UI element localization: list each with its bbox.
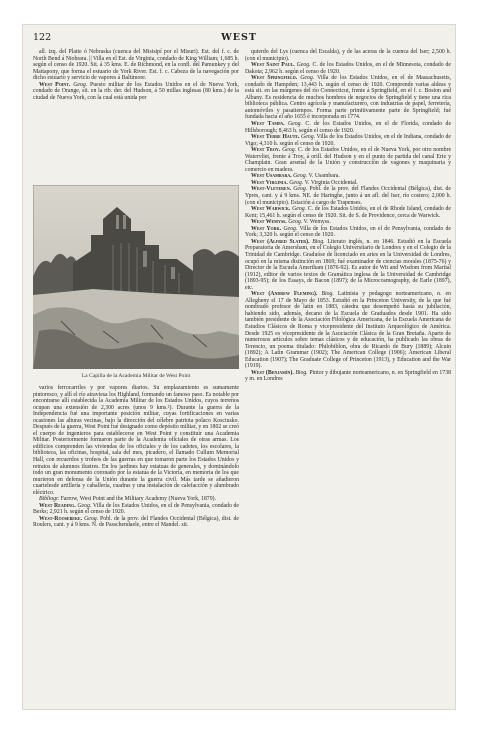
entry-text: C. de los Estados Unidos, en el de Minnesota, condado de Dakota; 2,962 h. según el censo de 1920. bbox=[245, 62, 451, 75]
entry-text: Farrow, West Point and the Military Academy (Nueva York, 1879). bbox=[59, 496, 216, 503]
entry-text: Pintor y dibujante norteamericano, n. en Springfield en 1738 y m. en Londres bbox=[245, 369, 452, 383]
entry-text: varios ferrocarriles y por vapores diarios. Su emplazamiento es sumamente pintoresco, y allí el río atraviesa los Highland, formando un famoso paso. Es notable por encontrarse allí establecida la Academia Militar de los Estados Unidos, cuyos terrenos ocupan una extensión de 2,300 acres (unos 9 kms.²). Durante la guerra de la Independencia fué una importante posición militar, cuyas fortificaciones en varias ocasiones las alturas vecinas, bajo la dirección del célebre patriota polaco Kosciusko. Después de la guerra, West Point fué designado como depósito militar, y en 1802 se creó el cuerpo de ingenieros para establecerse en West Point y constituir una Academia Militar. Posteriormente formaron parte de la Academia oficiales de otras armas. Los edificios comprenden las viviendas de los oficiales y de los cadetes, los escolares, la biblioteca, las oficinas, hospital, sala del mes, picadero, el llamado Cullum Memorial Hall, con recuerdos y trofeos de las guerras en que tomaron parte los Estados Unidos y retratos de alumnos ilustres. En los jardines hay estatuas de generales, y dominándolo todo un gran monumento coronado por la estatua de la Victoria, en memoria de los que murieron en defensa de la Unión durante la guerra civil. Más tarde se añadieron cuartelesde artillería y caballería, cuadras y una instalación de calefacción y alumbrado eléctrico. bbox=[33, 385, 239, 496]
page-number: 122 bbox=[33, 32, 52, 43]
entry-text: Villa de los Estados Unidos, en el de Massachusetts, condado de Hampden; 13,443 h. según el censo de 1920. Comprende varias aldeas y está sit. en las márgenes del río Connecticut, frente á Springfield, en el f. c. Boston and Albany. Es residencia de muchos hombres de negocios de Springfield y tiene una rica biblioteca pública. Centro agrícola y manufacturero, con industrias de papel, ferretería, automóviles y pasatiempos. Forma parte primitivamente parte de Springfield; fué fundada hacia el año 1655 é incorporada en 1774. bbox=[245, 75, 452, 121]
entry-paragraph bbox=[245, 49, 451, 62]
entry-paragraph bbox=[245, 291, 451, 370]
entry-text: quierdo del Lys (cuenca del Escalda), y de las aceras de la cuenca del Iser; 2,500 h. (con el municipio). bbox=[245, 49, 451, 62]
left-column-top bbox=[33, 49, 239, 101]
page-header bbox=[33, 32, 445, 44]
entry-headword: West York. bbox=[251, 225, 282, 232]
entry-paragraph bbox=[245, 121, 451, 134]
entry-headword: West-Vleteren. bbox=[251, 186, 292, 193]
entry-headword: West Virginia. bbox=[251, 179, 288, 186]
right-column bbox=[245, 49, 451, 383]
entry-headword: West Saint Paul. bbox=[251, 62, 295, 69]
entry-category: Geog. bbox=[288, 219, 303, 226]
entry-category: Geog. bbox=[77, 502, 92, 509]
entry-category: Geog. bbox=[289, 179, 304, 186]
entry-category: Geog. bbox=[301, 134, 316, 141]
entry-text: Villa de los Estados Unidos, en el de Pensylvania, condado de Berks; 2,921 h. según el censo de 1920. bbox=[33, 502, 239, 516]
entry-text: Villa de los Estados Unidos, en el de Pensylvania, condado de York; 3,320 h. según el censo de 1920. bbox=[245, 225, 451, 239]
entry-paragraph bbox=[245, 186, 451, 206]
entry-category: Biog. bbox=[312, 238, 325, 245]
entry-text: C. de los Estados Unidos, en el de Florida, condado de Hillsborough; 8,463 h. según el censo de 1920. bbox=[245, 121, 452, 134]
entry-paragraph bbox=[245, 206, 451, 219]
entry-headword: West (Andrew Fleming). bbox=[251, 291, 318, 298]
entry-category: Geog. bbox=[84, 515, 99, 522]
entry-headword: West Usambara. bbox=[251, 173, 292, 180]
entry-text: V. Virginia Occidental. bbox=[303, 179, 358, 186]
entry-category: Geog. bbox=[73, 81, 88, 88]
entry-paragraph bbox=[245, 239, 451, 291]
entry-headword: West Wemyss. bbox=[251, 219, 287, 226]
entry-headword: West Tampa. bbox=[251, 121, 285, 128]
entry-category: Geog. bbox=[292, 206, 307, 213]
entry-headword: West-Roosebeke. bbox=[39, 515, 83, 522]
entry-text: Villa de los Estados Unidos, en el de Indiana, condado de Vigo; 4,310 h. según el censo de 1920. bbox=[245, 134, 451, 147]
left-column-bottom bbox=[33, 385, 239, 529]
photo-engraving bbox=[33, 185, 239, 369]
entry-text: Puesto militar de los Estados Unidos en el de Nueva York, condado de Orange, sit. en la rib. der. del Hudson, á 50 millas inglesas (80 kms.) de la ciudad de Nueva York, con la cual está unida por bbox=[33, 81, 239, 101]
book-page bbox=[22, 24, 456, 710]
entry-category: Biog. bbox=[321, 291, 334, 298]
entry-paragraph bbox=[245, 370, 451, 383]
entry-category: Geog. bbox=[282, 147, 297, 154]
entry-text: Latinista y pedagogo norteamericano, n. en Allegheny el 17 de Mayo de 1853. Estudió en la Princeton University, de la que fué nombrado profesor de latín en 1883, cátedra que desempeñó hasta su jubilación, habiendo sido, además, decano de la Escuela de Graduados desde 1901. Ha sido también presidente de la Asociación Filológica Americana, de la Escuela Americana de Estudios Clásicos de Roma y vicepresidente del Instituto Arqueológico de América. Desde 1925 es vicepresidente de la Asociación Clásica de la Gran Bretaña. Aparte de numerosos artículos sobre temas clásicos y de educación, ha publicado las obras de Terencio, un poema titulado: Philobiblon, obra de Ricardo de Bury (1889); Alcuin (1892); A Latin Grammar (1902); The American College (1906); American Liberal Education (1907); The Graduate College of Princeton (1913), y Education and the War (1919). bbox=[245, 291, 452, 370]
entry-headword: West Reading. bbox=[39, 502, 76, 509]
entry-headword: West (Alfred Slater). bbox=[251, 238, 310, 245]
entry-headword: West Warwick. bbox=[251, 206, 291, 213]
bibliography-label: Bibliogr. bbox=[39, 496, 60, 503]
entry-text: V. Wemyss. bbox=[302, 219, 331, 226]
entry-paragraph bbox=[33, 82, 239, 102]
entry-paragraph bbox=[33, 503, 239, 516]
entry-text: Pobl. de la prov. del Flandes Occidental (Bélgica), dist. de Roulers, cant. y á 9 kms. N. de Passchendaele, entre el Mandel. sit. bbox=[33, 515, 239, 529]
entry-paragraph bbox=[245, 147, 451, 173]
running-title: WEST bbox=[221, 32, 257, 43]
entry-paragraph bbox=[245, 134, 451, 147]
entry-paragraph bbox=[245, 226, 451, 239]
entry-paragraph bbox=[33, 516, 239, 529]
entry-paragraph bbox=[33, 49, 239, 82]
entry-headword: West Point. bbox=[39, 81, 71, 88]
entry-category: Geog. bbox=[287, 121, 302, 128]
entry-text: V. Usambara. bbox=[307, 173, 340, 180]
entry-headword: West Terre Haute. bbox=[251, 134, 300, 141]
entry-paragraph bbox=[245, 62, 451, 75]
entry-category: Geog. bbox=[283, 225, 298, 232]
entry-text: Pobl. de la prov. del Flandes Occidental (Bélgica), dist. de Ypres, cant. y á 9 kms. NE. de Haringhe, junto á un afl. del Iser, río costero; 2,000 h. (con el municipio). Estación á cargo de Trapenses. bbox=[245, 186, 451, 206]
entry-headword: West Springfield. bbox=[251, 75, 298, 82]
entry-category: Geog. bbox=[293, 173, 308, 180]
entry-paragraph bbox=[33, 385, 239, 496]
entry-text: C. de los Estados Unidos, en el de Nueva York, por otro nombre Watervliet, frente á Troy, á orill. del Hudson y en el punto de partida del canal Erie y Champlain. Gran arsenal de la Unión y construcción de vagones y maquinaria y comercio en madera. bbox=[245, 147, 452, 173]
entry-text: all. izq. del Platte ó Nebraska (cuenca del Misisipí por el Misuri). Est. del f. c. de North Bend á Niobrara. || Villa en el Est. de Virginia, condado de King William; 1,685 h. según el censo de 1920. Sit. á 35 kms. E. de Richmond, en la confl. del Pamunkey y del Mattapony, que forma el estuario de York River. Est. f. c. Cabeza de la navegación por dicho estuario y servicio de vapores á Baltimore. bbox=[33, 49, 239, 82]
photo-caption: La Capilla de la Academia Militar de West Point bbox=[81, 373, 191, 379]
entry-category: Biog. bbox=[295, 369, 308, 376]
entry-category: Geog. bbox=[296, 62, 311, 69]
entry-text: C. de los Estados Unidos, en el de Rhode Island, condado de Kent; 15,461 h. según el censo de 1920. Sit. de S. de Providence, cerca de Warwick. bbox=[245, 206, 451, 219]
entry-headword: West Troy. bbox=[251, 147, 281, 154]
entry-headword: West (Benjamín). bbox=[251, 369, 294, 376]
entry-category: Geog. bbox=[300, 75, 315, 82]
entry-paragraph bbox=[245, 75, 451, 121]
chapel-photograph bbox=[33, 185, 239, 369]
entry-text: Literato inglés, n. en 1846. Estudió en la Escuela Preparatoria de Amersham, en el Colegio Universitario de Londres y en el Colegio de la Trinidad de Cambridge. Graduóse de licenciado en artes en la Universidad de Londres, ocupó en la misma distinción en 1869; fué examinador de ciencias morales (1875-76) y Director de la Escuela Ameriham (1876-92). Es autor de Wit and Wisdom from Martial (1912), editor de varios textos de Gramática inglesa de la Universidad de Cambridge (1893-95); de los Essays, de Bacon (1897); de la Microcosmography, de Earle (1897), etc. bbox=[245, 238, 451, 291]
entry-category: Geog. bbox=[293, 186, 308, 193]
